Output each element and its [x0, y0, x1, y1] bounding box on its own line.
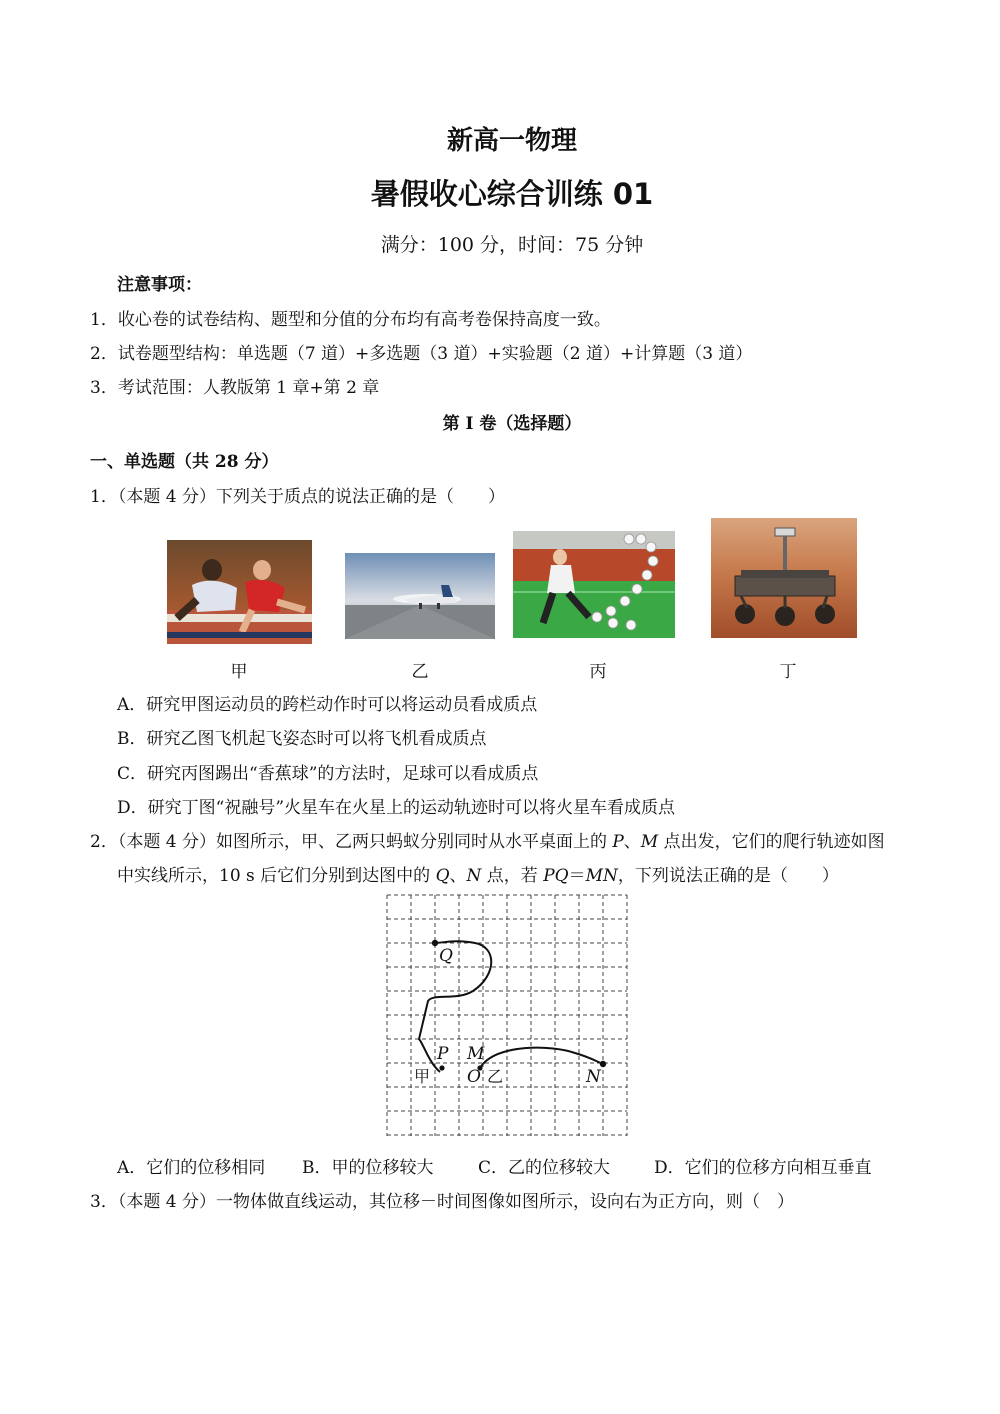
q1-stem: 1．（本题 4 分）下列关于质点的说法正确的是（ ）	[90, 487, 505, 507]
ant-path-diagram	[385, 893, 630, 1138]
airplane-photo	[345, 553, 495, 639]
figure-label-jia: 甲	[230, 662, 248, 682]
figure-label-bing: 丙	[589, 662, 607, 682]
section-heading: 一、单选题（共 28 分）	[90, 452, 279, 472]
q2-option-b[interactable]: B．甲的位移较大	[302, 1158, 434, 1178]
label-p: P	[437, 1044, 449, 1064]
mars-rover-photo	[711, 518, 857, 638]
q2-stem-line1: 2．（本题 4 分）如图所示，甲、乙两只蚂蚁分别同时从水平桌面上的 P、M 点出发，它们的爬行轨迹如图	[90, 832, 885, 852]
q1-option-d[interactable]: D．研究丁图“祝融号”火星车在火星上的运动轨迹时可以将火星车看成质点	[117, 798, 676, 818]
football-photo	[513, 531, 675, 638]
label-m: M	[467, 1044, 485, 1064]
q3-stem: 3．（本题 4 分）一物体做直线运动，其位移－时间图像如图所示，设向右为正方向，则（ ）	[90, 1192, 794, 1212]
part-title: 第 I 卷（选择题）	[442, 414, 582, 434]
q2-stem-line2: 中实线所示，10 s 后它们分别到达图中的 Q、N 点，若 PQ＝MN，下列说法正确的是（ ）	[117, 866, 839, 886]
note-item-2: 2．试卷题型结构：单选题（7 道）+多选题（3 道）+实验题（2 道）+计算题（3 道）	[90, 344, 753, 364]
notes-heading: 注意事项：	[117, 275, 202, 295]
subject-title: 新高一物理	[446, 126, 577, 156]
label-yi: 乙	[487, 1067, 504, 1086]
q1-option-a[interactable]: A．研究甲图运动员的跨栏动作时可以将运动员看成质点	[117, 695, 538, 715]
q2-option-c[interactable]: C．乙的位移较大	[478, 1158, 611, 1178]
label-q: Q	[439, 946, 453, 966]
score-time: 满分：100 分，时间：75 分钟	[380, 234, 644, 256]
figure-label-yi: 乙	[411, 662, 429, 682]
point-q	[432, 940, 438, 946]
q1-option-b[interactable]: B．研究乙图飞机起飞姿态时可以将飞机看成质点	[117, 729, 487, 749]
note-item-1: 1．收心卷的试卷结构、题型和分值的分布均有高考卷保持高度一致。	[90, 310, 611, 330]
q2-option-a[interactable]: A．它们的位移相同	[117, 1158, 266, 1178]
q2-option-d[interactable]: D．它们的位移方向相互垂直	[654, 1158, 872, 1178]
point-p	[439, 1065, 444, 1070]
hurdles-photo	[167, 540, 312, 644]
label-o: O	[467, 1067, 481, 1087]
label-n: N	[586, 1067, 601, 1087]
yi-path	[480, 1048, 603, 1068]
exam-title: 暑假收心综合训练 01	[370, 177, 654, 211]
q1-option-c[interactable]: C．研究丙图踢出“香蕉球”的方法时，足球可以看成质点	[117, 764, 539, 784]
note-item-3: 3．考试范围：人教版第 1 章+第 2 章	[90, 378, 380, 398]
figure-label-ding: 丁	[779, 662, 797, 682]
label-jia: 甲	[414, 1067, 431, 1086]
